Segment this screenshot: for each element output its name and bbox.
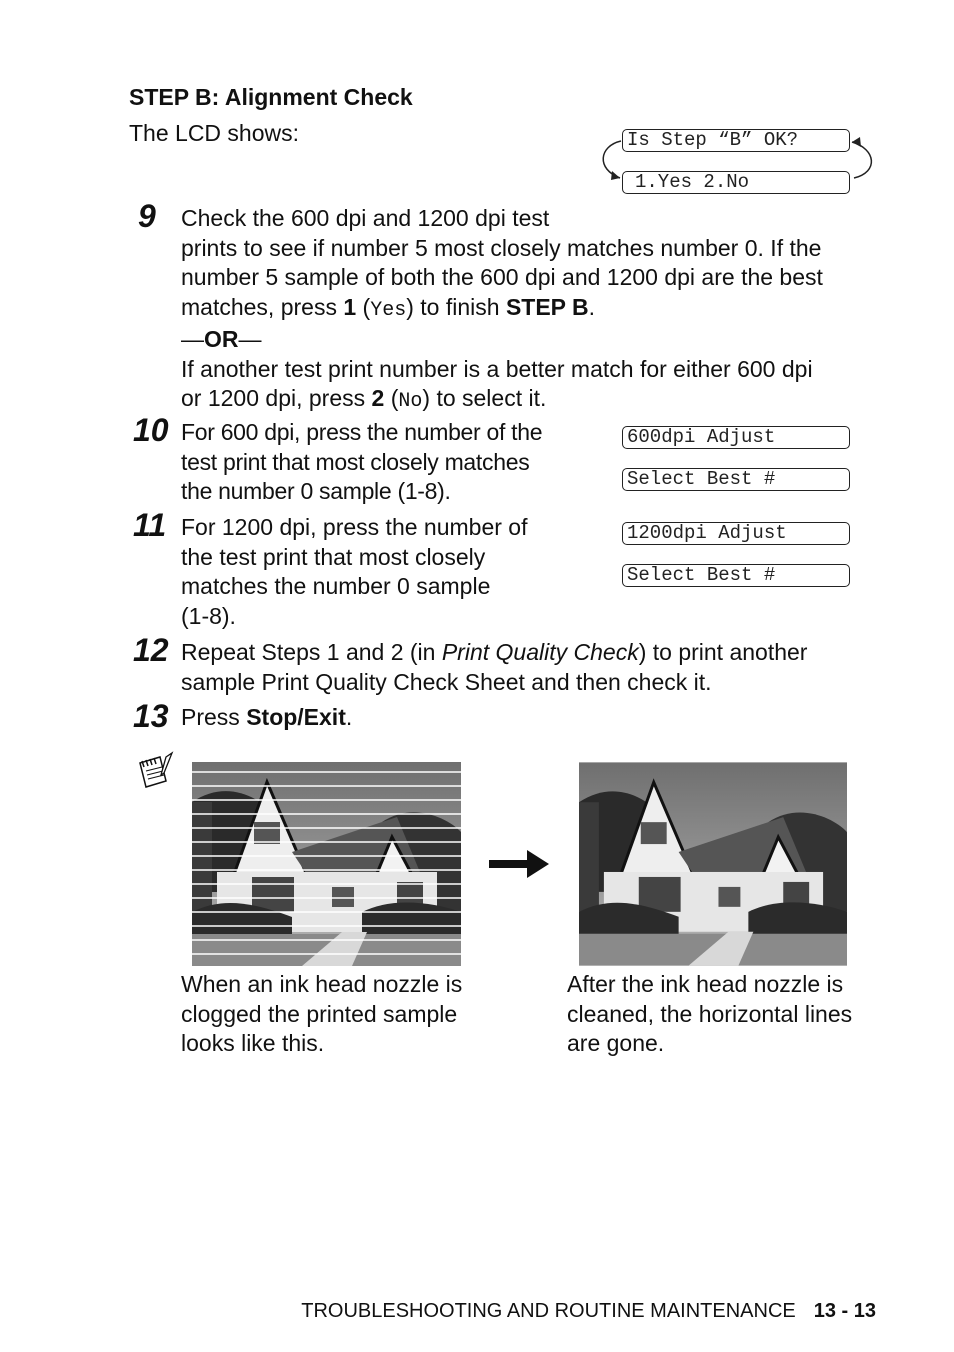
- lcd-1200dpi-select-best: Select Best #: [622, 564, 850, 587]
- note-pad-icon: [136, 751, 176, 789]
- step-11-line1: For 1200 dpi, press the number of: [181, 514, 528, 540]
- lcd-600dpi-adjust: 600dpi Adjust: [622, 426, 850, 449]
- step-number-12: 12: [133, 632, 169, 668]
- caption-cleaned: After the ink head nozzle is cleaned, the horizontal lines are gone.: [567, 971, 853, 1056]
- step-13-text: Press Stop/Exit.: [181, 704, 353, 730]
- step-11-line3: matches the number 0 sample: [181, 573, 491, 599]
- clogged-sample-photo: [192, 762, 461, 966]
- step-9-line4: matches, press 1 (Yes) to finish STEP B.: [181, 293, 595, 322]
- step-11-line2: the test print that most closely: [181, 543, 486, 570]
- step-number-10: 10: [133, 412, 169, 448]
- lcd-step-b-line1: Is Step “B” OK?: [622, 129, 850, 152]
- step-12-line1: Repeat Steps 1 and 2 (in Print Quality Check) to print another: [181, 639, 808, 665]
- step-9-line1: Check the 600 dpi and 1200 dpi test: [181, 205, 550, 231]
- step-12-line2: sample Print Quality Check Sheet and then check it.: [181, 668, 712, 695]
- step-12-text: [181, 638, 891, 697]
- step-number-9: 9: [138, 198, 156, 234]
- step-number-13: 13: [133, 698, 169, 734]
- right-arrow-icon: [489, 848, 551, 880]
- cleaned-sample-photo: [579, 762, 847, 966]
- caption-clogged: When an ink head nozzle is clogged the printed sample looks like this.: [181, 971, 463, 1056]
- step-11-line4: (1-8).: [181, 602, 236, 629]
- step-9-line2: prints to see if number 5 most closely matches number 0. If the: [181, 234, 822, 261]
- page-number: 13 - 13: [813, 1300, 876, 1322]
- lcd-intro-text: The LCD shows:: [129, 120, 300, 146]
- step-number-11: 11: [133, 507, 167, 543]
- lcd-step-b-line2: 1.Yes 2.No: [622, 171, 850, 194]
- page-heading: STEP B: Alignment Check: [129, 84, 413, 110]
- footer-section-title: TROUBLESHOOTING AND ROUTINE MAINTENANCE: [301, 1300, 796, 1322]
- step-9-text: [181, 204, 891, 417]
- step-10-line3: the number 0 sample (1-8).: [181, 478, 451, 504]
- lcd-1200dpi-adjust: 1200dpi Adjust: [622, 522, 850, 545]
- step-9-line5: If another test print number is a better match for either 600 dpi: [181, 355, 813, 382]
- page-footer: [301, 1300, 876, 1323]
- step-9-or: —OR—: [181, 326, 262, 352]
- step-10-line1: For 600 dpi, press the number of the: [181, 419, 543, 445]
- lcd-600dpi-select-best: Select Best #: [622, 468, 850, 491]
- step-10-line2: test print that most closely matches: [181, 448, 530, 475]
- step-11-text: [181, 513, 591, 631]
- step-9-line6: or 1200 dpi, press 2 (No) to select it.: [181, 385, 547, 413]
- step-9-line3: number 5 sample of both the 600 dpi and 1200 dpi are the best: [181, 264, 823, 290]
- step-10-text: [181, 418, 591, 507]
